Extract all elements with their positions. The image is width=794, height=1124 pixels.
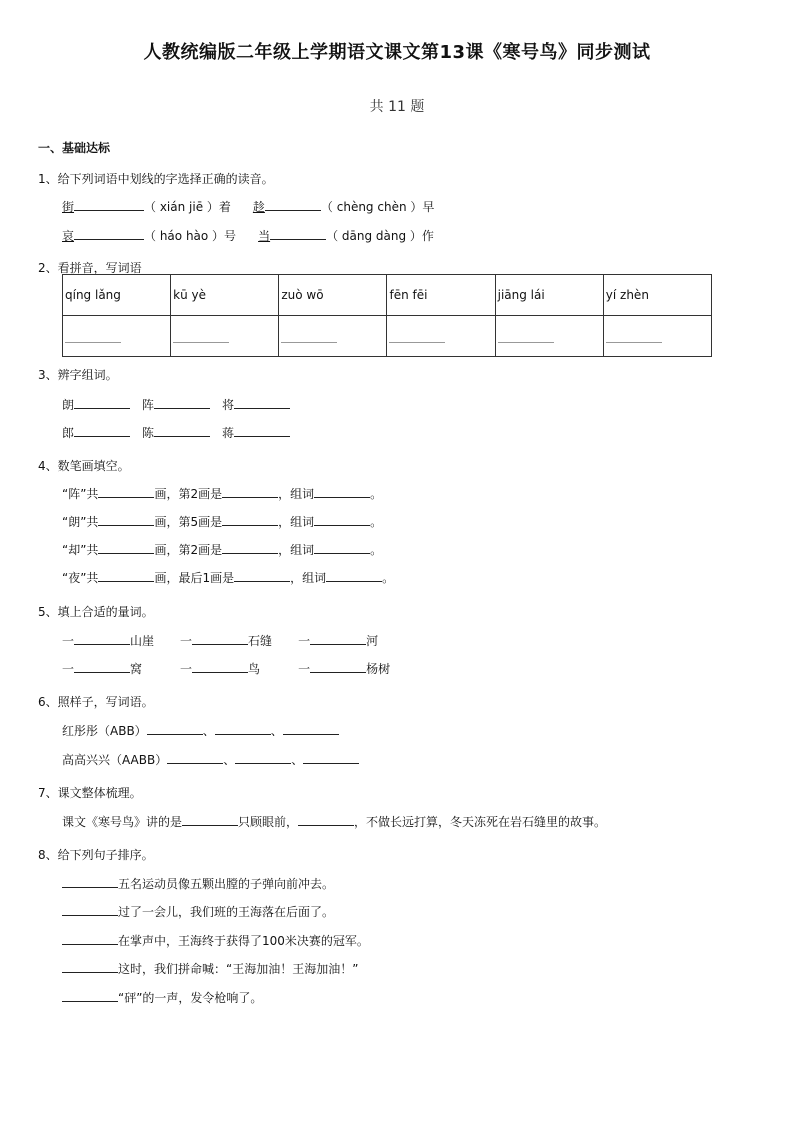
pinyin-cell: jiāng lái [495,275,603,316]
sort-item: 五名运动员像五颗出膛的子弹向前冲去。 [62,875,334,892]
answer-blank[interactable] [74,424,130,437]
answer-blank[interactable] [62,903,118,916]
question-2-prompt: 2、看拼音，写词语 [38,261,142,275]
answer-blank[interactable] [74,227,144,240]
pinyin-options: （ xián jiē ）着 [144,200,231,214]
question-4-row: “朗”共 画，第5画是 ，组词 。 [62,515,383,529]
answer-blank[interactable] [154,396,210,409]
answer-blank[interactable] [298,813,354,826]
pinyin-table [62,274,712,357]
answer-blank[interactable] [62,875,118,888]
pinyin-cell: fēn fēi [387,275,495,316]
answer-blank[interactable] [167,751,223,764]
char: 阵 [142,398,155,412]
char: 郎 [62,426,75,440]
question-6-row-1: 红彤彤（ABB） 、 、 [62,722,339,739]
answer-blank[interactable] [314,485,370,498]
char: 将 [222,398,235,412]
answer-blank[interactable] [192,632,248,645]
question-4-row: “却”共 画，第2画是 ，组词 。 [62,543,383,557]
answer-blank[interactable] [314,541,370,554]
question-3-row-1 [62,396,290,413]
question-1-prompt: 1、给下列词语中划线的字选择正确的读音。 [38,172,274,186]
answer-cell[interactable] [63,316,171,357]
answer-blank[interactable] [310,660,366,673]
answer-blank[interactable] [222,485,278,498]
answer-blank[interactable] [234,424,290,437]
underlined-char: 趁 [252,200,265,214]
answer-cell[interactable] [603,316,711,357]
answer-blank[interactable] [154,424,210,437]
sort-item: 在掌声中，王海终于获得了100米决赛的冠军。 [62,932,369,949]
answer-blank[interactable] [74,396,130,409]
char: 蒋 [222,426,235,440]
question-1-row-1 [62,198,434,215]
answer-blank[interactable] [234,396,290,409]
answer-blank[interactable] [62,989,118,1002]
answer-blank[interactable] [74,632,130,645]
section-heading: 一、基础达标 [38,141,111,155]
char: 陈 [142,426,155,440]
answer-blank[interactable] [235,751,291,764]
underlined-char: 哀 [62,229,75,243]
question-4-row: “夜”共 画，最后1画是 ，组词 。 [62,571,395,585]
answer-blank[interactable] [147,722,203,735]
question-1-row-2 [62,227,434,244]
pinyin-cell: qíng lǎng [63,275,171,316]
sort-item: 过了一会儿，我们班的王海落在后面了。 [62,903,334,920]
answer-blank[interactable] [98,541,154,554]
question-6-prompt: 6、照样子，写词语。 [38,695,154,709]
answer-cell[interactable] [171,316,279,357]
answer-blank[interactable] [270,227,326,240]
underlined-char: 街 [62,200,75,214]
pinyin-cell: zuò wō [279,275,387,316]
answer-cell[interactable] [495,316,603,357]
pinyin-options: （ chèng chèn ）早 [320,200,435,214]
answer-blank[interactable] [310,632,366,645]
answer-blank[interactable] [74,660,130,673]
question-7-sentence: 课文《寒号鸟》讲的是 只顾眼前， ，不做长远打算，冬天冻死在岩石缝里的故事。 [62,815,607,829]
question-count: 共 11 题 [369,99,425,115]
answer-blank[interactable] [62,960,118,973]
answer-blank[interactable] [62,932,118,945]
answer-blank[interactable] [192,660,248,673]
answer-blank[interactable] [265,198,321,211]
answer-blank[interactable] [283,722,339,735]
answer-blank[interactable] [182,813,238,826]
sort-item: 这时，我们拼命喊：“王海加油！王海加油！” [62,960,358,977]
question-5-row-1: 一 山崖 一 石缝 一 河 [62,634,379,648]
answer-cell[interactable] [279,316,387,357]
question-5-row-2: 一 窝 一 鸟 一 杨树 [62,662,391,676]
char: 朗 [62,398,75,412]
answer-blank[interactable] [215,722,271,735]
page-title: 人教统编版二年级上学期语文课文第13课《寒号鸟》同步测试 [143,42,651,63]
pinyin-cell: yí zhèn [603,275,711,316]
answer-blank[interactable] [314,513,370,526]
question-8-prompt: 8、给下列句子排序。 [38,848,154,862]
answer-blank[interactable] [234,569,290,582]
answer-blank[interactable] [326,569,382,582]
question-7-prompt: 7、课文整体梳理。 [38,786,142,800]
underlined-char: 当 [258,229,271,243]
question-5-prompt: 5、填上合适的量词。 [38,605,154,619]
pinyin-options: （ háo hào ）号 [144,229,237,243]
answer-blank[interactable] [303,751,359,764]
sort-item: “砰”的一声，发令枪响了。 [62,989,262,1006]
question-4-prompt: 4、数笔画填空。 [38,459,130,473]
question-3-row-2 [62,424,290,441]
answer-blank[interactable] [98,485,154,498]
answer-blank[interactable] [222,541,278,554]
pinyin-cell: kū yè [171,275,279,316]
answer-cell[interactable] [387,316,495,357]
answer-blank[interactable] [74,198,144,211]
question-6-row-2: 高高兴兴（AABB） 、 、 [62,751,359,768]
answer-blank[interactable] [98,513,154,526]
answer-blank[interactable] [98,569,154,582]
question-4-row: “阵”共 画，第2画是 ，组词 。 [62,487,383,501]
question-3-prompt: 3、辨字组词。 [38,368,118,382]
pinyin-options: （ dāng dàng ）作 [326,229,434,243]
answer-blank[interactable] [222,513,278,526]
